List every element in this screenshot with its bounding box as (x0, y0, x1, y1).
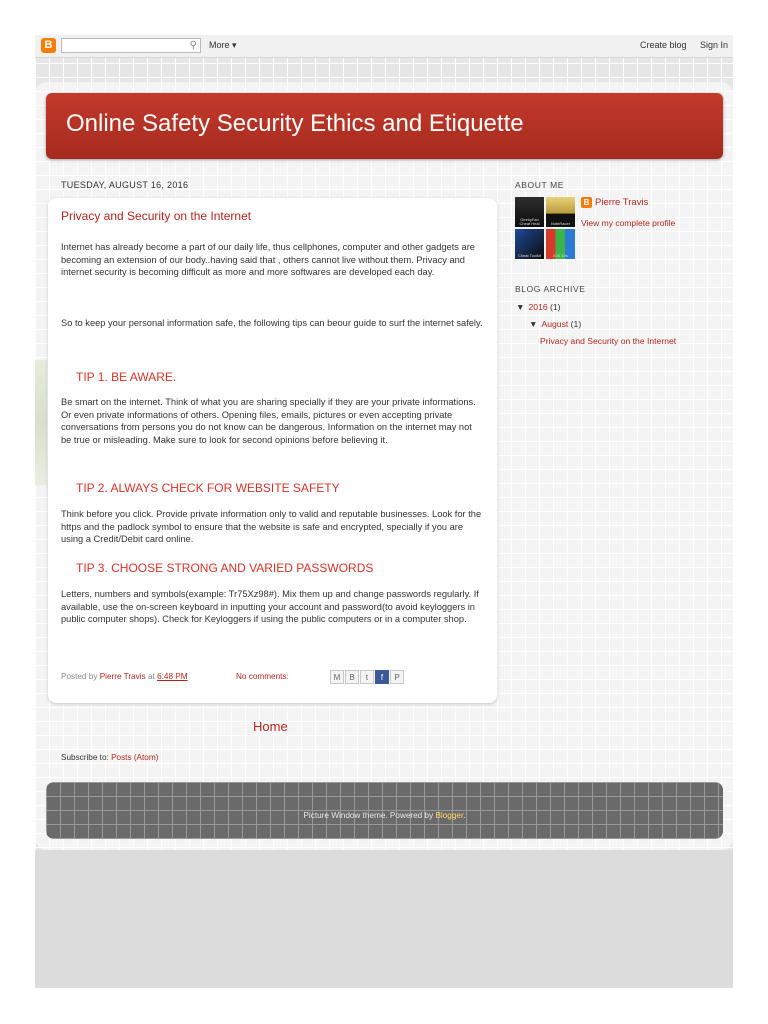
search-icon[interactable]: ⚲ (189, 40, 197, 51)
tip-heading: TIP 1. BE AWARE. (76, 370, 177, 384)
post-paragraph: Think before you click. Provide private information only to valid and reputable businesses. Look for the https and the padlock symbol to ensure that the website is safe and encrypted, specially if you are using a Credit/Debit card online. (61, 509, 482, 545)
navbar-search-input[interactable] (61, 38, 201, 53)
blog-header (46, 93, 723, 159)
collapse-triangle-icon[interactable]: ▼ (516, 302, 525, 312)
collapse-triangle-icon[interactable]: ▼ (529, 319, 538, 329)
subscribe-line (61, 753, 158, 762)
share-buttons (330, 670, 404, 686)
archive-year-count: (1) (550, 302, 561, 312)
tile-caption: Cheat Toolkit (517, 253, 542, 258)
archive-month-row (529, 319, 581, 329)
profile-tile (515, 229, 544, 259)
tile-caption: GeekyFan Cheat Heal (519, 217, 540, 226)
post-paragraph: Letters, numbers and symbols(example: Tr75Xz98#). Mix them up and change passwords regularly. If available, use the on-screen keyboard in inputting your account and password(to avoid keyloggers in public computer shops). Check for Keyloggers if using the public computers or in a computer shop. (61, 589, 479, 625)
blog-title[interactable]: Online Safety Security Ethics and Etiquette (66, 110, 524, 137)
tip-heading: TIP 3. CHOOSE STRONG AND VARIED PASSWORDS (76, 561, 374, 575)
pinterest-share-icon[interactable]: P (390, 670, 404, 684)
archive-month-count: (1) (570, 319, 582, 329)
post-paragraph: So to keep your personal information safe, the following tips can beour guide to surf the internet safely. (61, 318, 483, 328)
footer-attribution (46, 811, 723, 820)
archive-year-link[interactable]: 2016 (528, 302, 548, 312)
archive-post-row (540, 336, 676, 346)
profile-tile (546, 197, 575, 227)
blogthis-share-icon[interactable]: B (345, 670, 359, 684)
tile-caption: iOS 10s (553, 253, 568, 258)
blogger-navbar (35, 35, 733, 58)
sign-in-link[interactable]: Sign In (700, 40, 729, 50)
at-label: at (147, 672, 155, 681)
blogger-profile-icon: B (581, 197, 592, 208)
posted-by-label: Posted by (61, 672, 98, 681)
tip-heading: TIP 2. ALWAYS CHECK FOR WEBSITE SAFETY (76, 481, 340, 495)
home-link[interactable]: Home (253, 719, 288, 734)
profile-tile (515, 197, 544, 227)
post-paragraph: Be smart on the internet. Think of what you are sharing specially if they are your private informations. Or even private informations of others. Opening files, emails, pictures or even accepting private conversations from persons you do not know can be dangerous. Information on the internet may not be true or misleading. Make sure to look for second opinions before believing it. (61, 397, 476, 445)
post-footer (61, 672, 188, 681)
profile-tile (546, 229, 575, 259)
more-menu-button[interactable]: More ▾ (209, 40, 237, 50)
footer-bar (46, 782, 723, 839)
post-timestamp-link[interactable]: 6:48 PM (157, 672, 188, 681)
footer-text: Picture Window theme. Powered by (303, 811, 434, 820)
post-title[interactable]: Privacy and Security on the Internet (61, 209, 252, 223)
blogger-logo-icon[interactable]: B (41, 38, 56, 53)
archive-post-link[interactable]: Privacy and Security on the Internet (540, 336, 677, 346)
blogger-link[interactable]: Blogger (435, 811, 464, 820)
about-me-heading: ABOUT ME (515, 180, 565, 190)
post-paragraph: Internet has already become a part of our daily life, thus cellphones, computer and other gadgets are becoming an extension of our body..having said that , others cannot live without them. Privacy and internet security is becoming difficult as more and more softwares are developed each day. (61, 242, 475, 278)
create-blog-link[interactable]: Create blog (640, 40, 687, 50)
tile-caption: NoteRacer (550, 221, 571, 226)
archive-year-row (516, 302, 561, 312)
post-author-link[interactable]: Pierre Travis (99, 672, 146, 681)
view-profile-link[interactable]: View my complete profile (581, 218, 676, 228)
archive-month-link[interactable]: August (541, 319, 569, 329)
profile-name-link[interactable]: Pierre Travis (595, 197, 649, 208)
facebook-share-icon[interactable]: f (375, 670, 389, 684)
subscribe-label: Subscribe to: (61, 753, 109, 762)
profile-image[interactable] (515, 197, 575, 259)
blog-archive-heading: BLOG ARCHIVE (515, 284, 586, 294)
post-date-header: TUESDAY, AUGUST 16, 2016 (61, 180, 189, 190)
footer-period: . (463, 811, 466, 820)
subscribe-posts-link[interactable]: Posts (Atom) (111, 753, 159, 762)
email-share-icon[interactable]: M (330, 670, 344, 684)
page-background-lower (35, 850, 733, 988)
comments-link[interactable]: No comments: (236, 672, 289, 681)
twitter-share-icon[interactable]: t (360, 670, 374, 684)
